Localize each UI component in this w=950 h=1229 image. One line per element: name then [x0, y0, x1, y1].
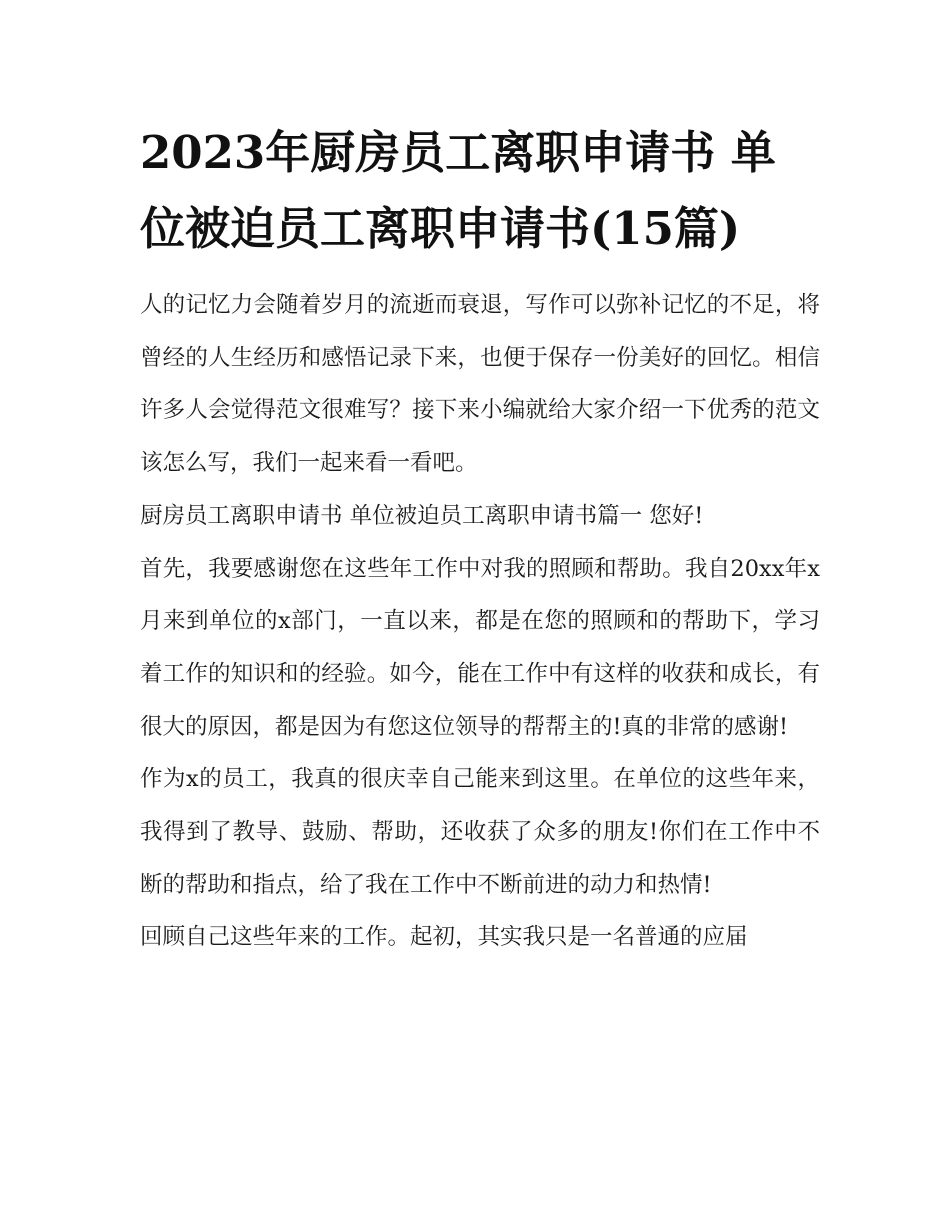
- document-body: [140, 279, 820, 964]
- paragraph-employee: 作为x的员工，我真的很庆幸自己能来到这里。在单位的这些年来，我得到了教导、鼓励、帮助，还收获了众多的朋友!你们在工作中不断的帮助和指点，给了我在工作中不断前进的动力和热情!: [140, 766, 820, 898]
- paragraph-heading-line: 厨房员工离职申请书 单位被迫员工离职申请书篇一 您好!: [140, 502, 704, 529]
- document-page: [140, 115, 820, 964]
- paragraph-intro: 人的记忆力会随着岁月的流逝而衰退，写作可以弥补记忆的不足，将曾经的人生经历和感悟记录下来，也便于保存一份美好的回忆。相信许多人会觉得范文很难写？接下来小编就给大家介绍一下优秀的范文该怎么写，我们一起来看一看吧。: [140, 292, 820, 477]
- paragraph-thanks: 首先，我要感谢您在这些年工作中对我的照顾和帮助。我自20xx年x月来到单位的x部门，一直以来，都是在您的照顾和的帮助下，学习着工作的知识和的经验。如今，能在工作中有这样的收获和成长，有很大的原因，都是因为有您这位领导的帮帮主的!真的非常的感谢!: [140, 555, 820, 740]
- document-title: 2023年厨房员工离职申请书 单位被迫员工离职申请书(15篇): [140, 126, 776, 255]
- paragraph-review: 回顾自己这些年来的工作。起初，其实我只是一名普通的应届: [140, 924, 748, 951]
